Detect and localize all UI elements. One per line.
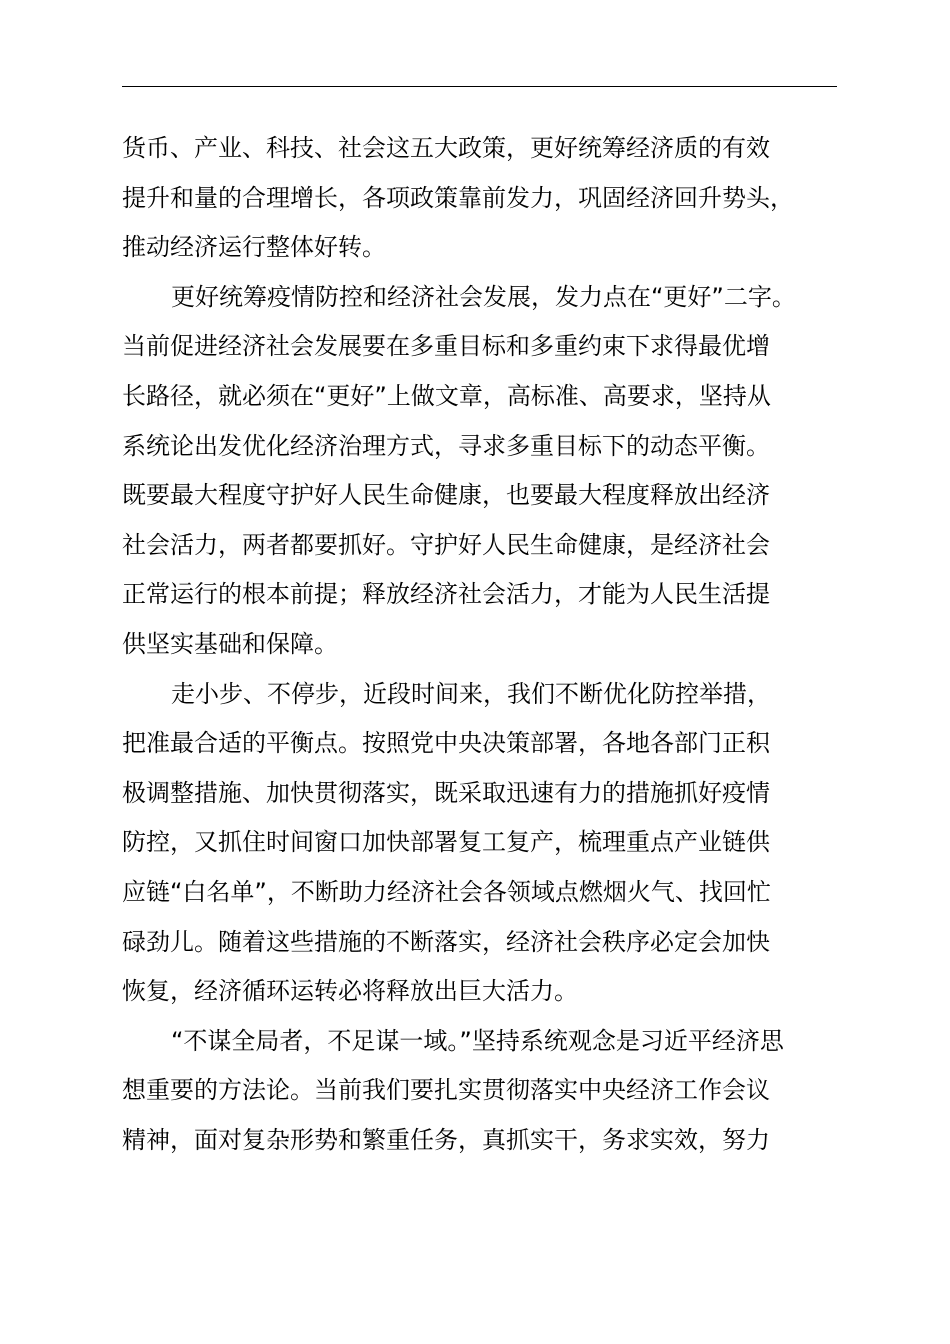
header-rule — [122, 86, 837, 87]
text-line: 系统论出发优化经济治理方式，寻求多重目标下的动态平衡。 — [122, 431, 770, 460]
text-line: 既要最大程度守护好人民生命健康，也要最大程度释放出经济 — [122, 481, 770, 510]
text-line: 社会活力，两者都要抓好。守护好人民生命健康，是经济社会 — [122, 530, 770, 559]
text-line: 极调整措施、加快贯彻落实，既采取迅速有力的措施抓好疫情 — [122, 778, 770, 807]
paragraph-start-line: 走小步、不停步，近段时间来，我们不断优化防控举措， — [171, 679, 771, 708]
text-line: 长路径，就必须在“更好”上做文章，高标准、高要求，坚持从 — [122, 381, 771, 410]
body-text — [122, 124, 837, 1165]
paragraph-start-line: “不谋全局者，不足谋一域。”坚持系统观念是习近平经济思 — [171, 1026, 784, 1055]
text-line: 货币、产业、科技、社会这五大政策，更好统筹经济质的有效 — [122, 134, 770, 162]
paragraph-start-line: 更好统筹疫情防控和经济社会发展，发力点在“更好”二字。 — [171, 282, 796, 311]
text-line: 防控，又抓住时间窗口加快部署复工复产，梳理重点产业链供 — [122, 828, 770, 857]
text-line: 供坚实基础和保障。 — [122, 629, 338, 658]
text-line: 精神，面对复杂形势和繁重任务，真抓实干，务求实效，努力 — [122, 1125, 770, 1154]
text-line: 恢复，经济循环运转必将释放出巨大活力。 — [122, 977, 578, 1006]
text-line: 把准最合适的平衡点。按照党中央决策部署，各地各部门正积 — [122, 729, 770, 758]
text-line: 提升和量的合理增长，各项政策靠前发力，巩固经济回升势头， — [122, 183, 794, 212]
text-line: 碌劲儿。随着这些措施的不断落实，经济社会秩序必定会加快 — [122, 927, 770, 956]
text-line: 正常运行的根本前提；释放经济社会活力，才能为人民生活提 — [122, 580, 770, 609]
text-line: 想重要的方法论。当前我们要扎实贯彻落实中央经济工作会议 — [122, 1076, 770, 1105]
text-line: 当前促进经济社会发展要在多重目标和多重约束下求得最优增 — [122, 332, 770, 361]
text-line: 推动经济运行整体好转。 — [122, 233, 386, 262]
text-line: 应链“白名单”，不断助力经济社会各领域点燃烟火气、找回忙 — [122, 877, 771, 906]
